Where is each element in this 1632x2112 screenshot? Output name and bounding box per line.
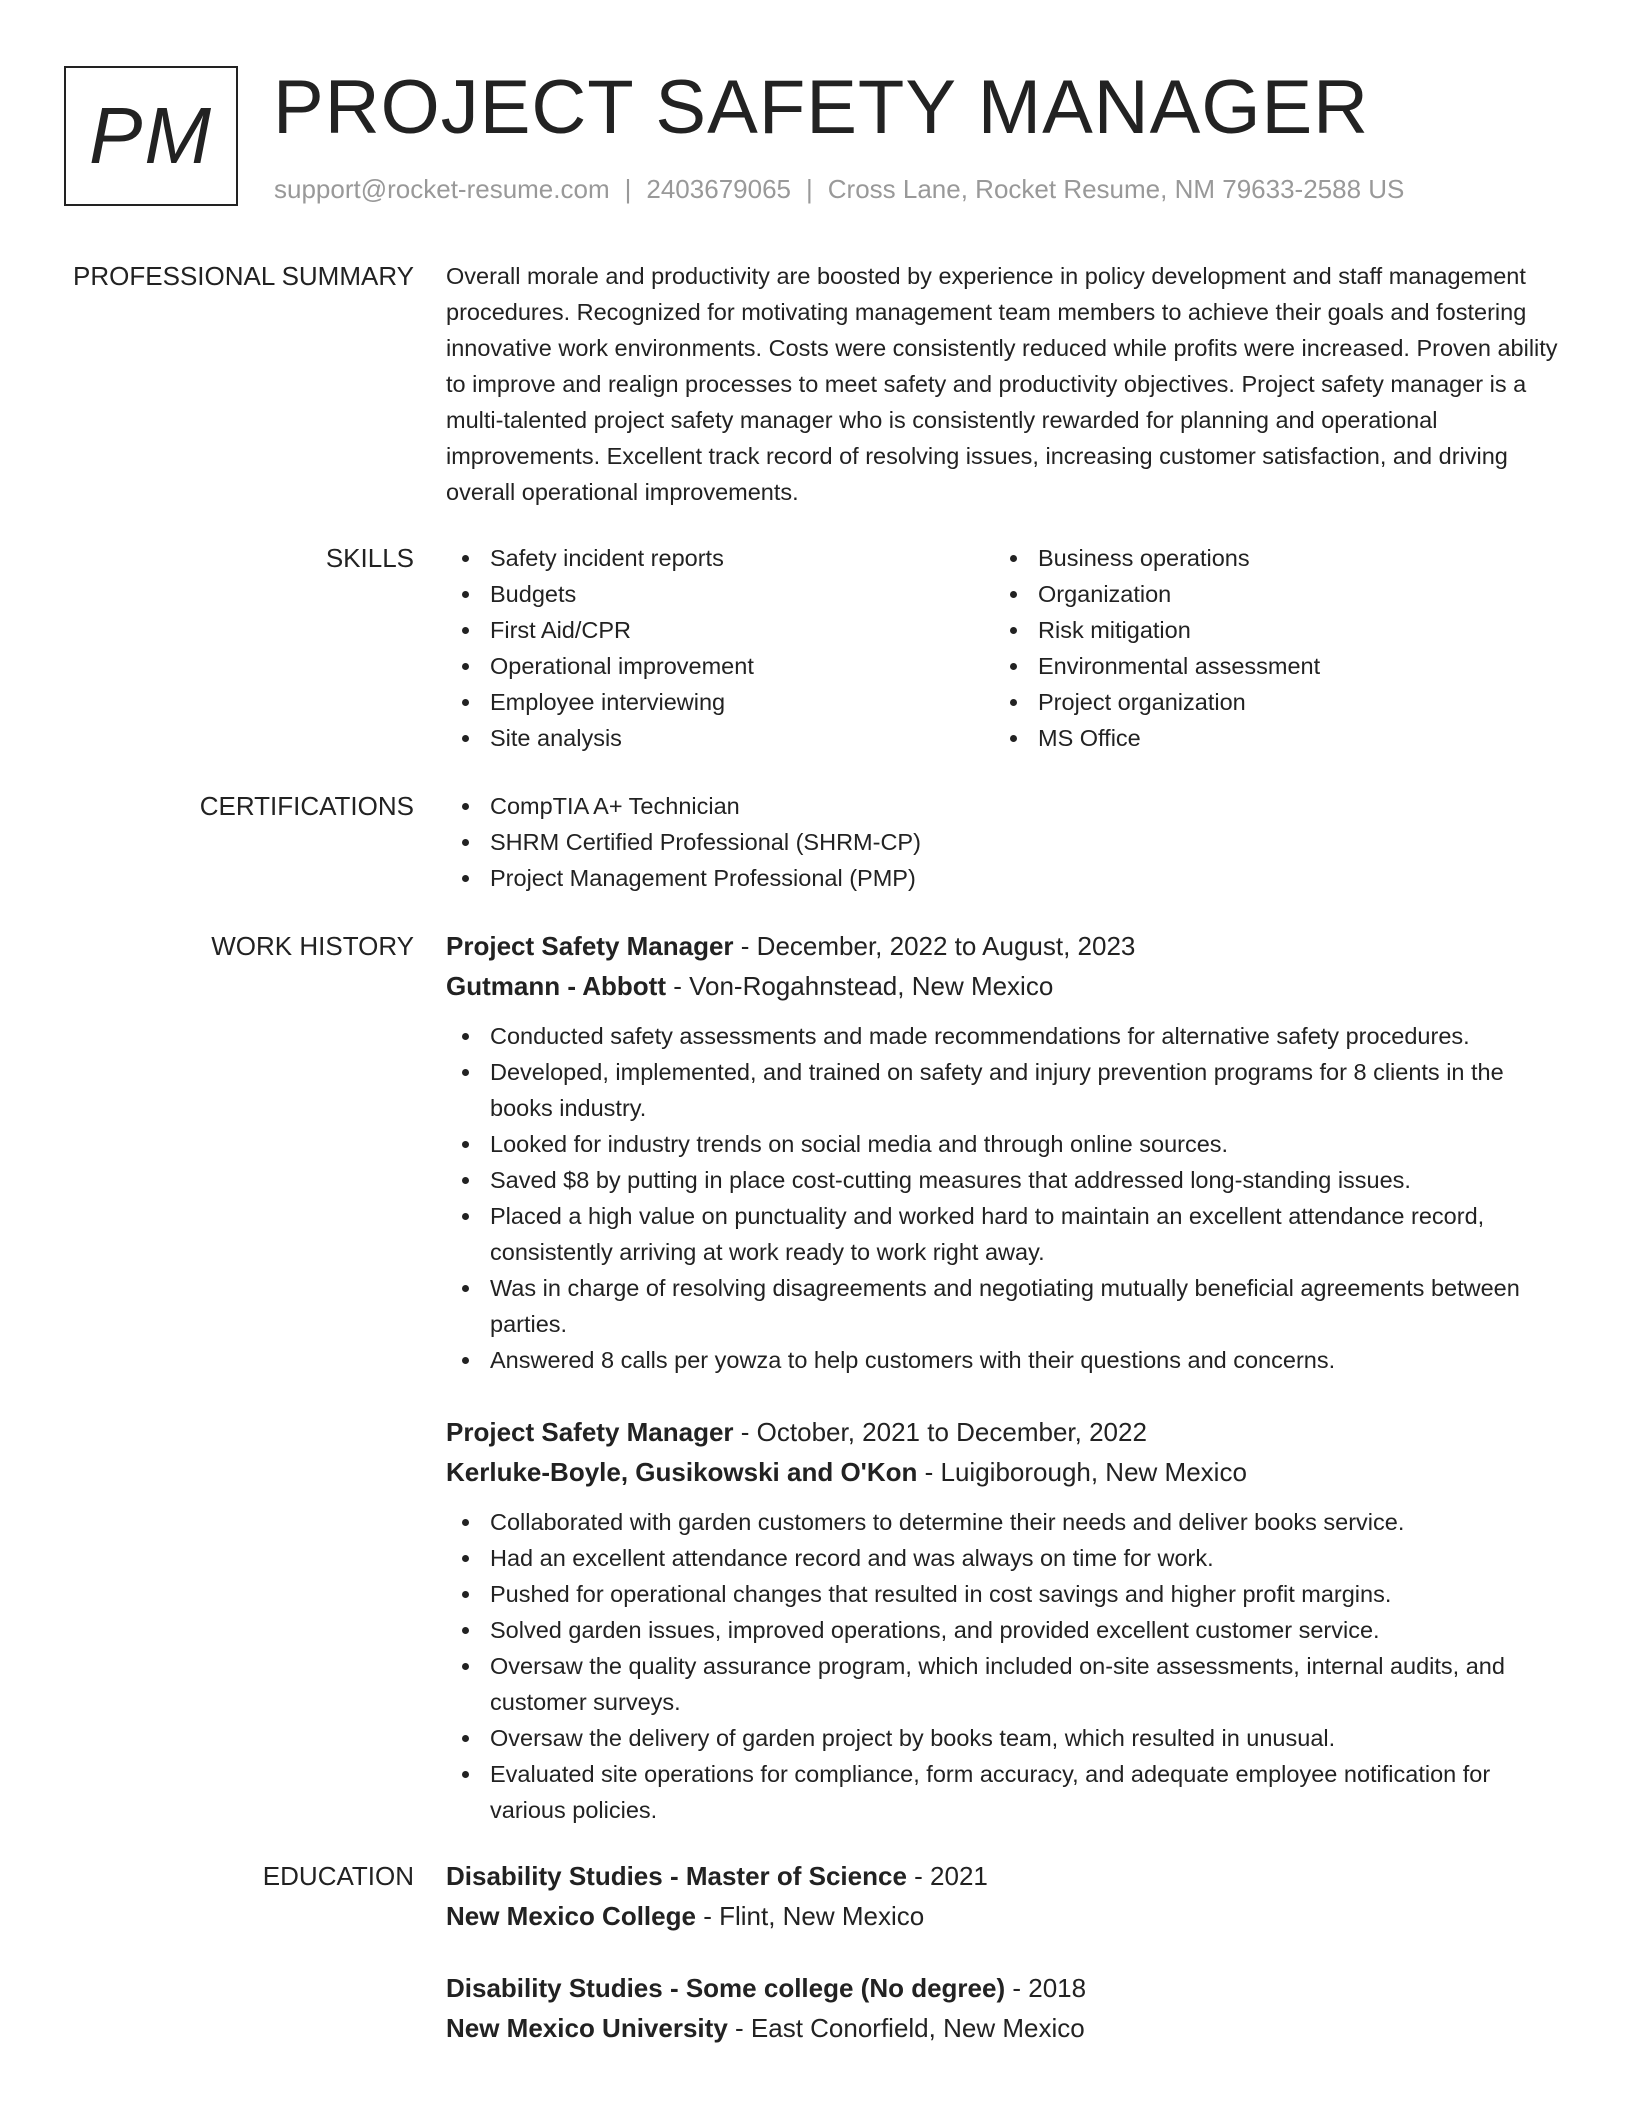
skill-item: Environmental assessment <box>994 648 1542 684</box>
certifications-list <box>446 788 1566 896</box>
skill-item: Business operations <box>994 540 1542 576</box>
candidate-title: PROJECT SAFETY MANAGER <box>273 65 1370 150</box>
job-title-line <box>446 926 1566 966</box>
job-bullets <box>446 1504 1566 1828</box>
skills-body <box>446 540 1566 756</box>
education-degree-line <box>446 1856 1566 1896</box>
education-degree: Disability Studies - Master of Science <box>446 1861 907 1891</box>
education-degree-line <box>446 1968 1566 2008</box>
contact-line <box>274 174 1404 205</box>
skill-item: Site analysis <box>446 720 994 756</box>
education-body <box>446 1856 1566 2080</box>
job-bullet: Developed, implemented, and trained on safety and injury prevention programs for 8 clients in the books industry. <box>446 1054 1566 1126</box>
job-title: Project Safety Manager <box>446 1417 734 1447</box>
job-bullet: Oversaw the quality assurance program, which included on-site assessments, internal audits, and customer surveys. <box>446 1648 1566 1720</box>
work-history-label: WORK HISTORY <box>211 931 414 961</box>
contact-separator: | <box>624 174 632 204</box>
skill-item: Operational improvement <box>446 648 994 684</box>
education-degree: Disability Studies - Some college (No degree) <box>446 1973 1006 2003</box>
job-title-line <box>446 1412 1566 1452</box>
contact-phone: 2403679065 <box>646 174 791 204</box>
education-year: - 2021 <box>906 1861 988 1891</box>
job-company: Kerluke-Boyle, Gusikowski and O'Kon <box>446 1457 918 1487</box>
education-location: - Flint, New Mexico <box>695 1901 925 1931</box>
contact-address: Cross Lane, Rocket Resume, NM 79633-2588 US <box>827 174 1405 204</box>
skill-item: Safety incident reports <box>446 540 994 576</box>
education-location: - East Conorfield, New Mexico <box>727 2013 1085 2043</box>
contact-separator: | <box>806 174 813 204</box>
skill-item: Project organization <box>994 684 1542 720</box>
certification-item: Project Management Professional (PMP) <box>446 860 1566 896</box>
job-bullet: Oversaw the delivery of garden project by books team, which resulted in unusual. <box>446 1720 1566 1756</box>
monogram-logo: PM <box>64 66 238 206</box>
job-bullet: Was in charge of resolving disagreements and negotiating mutually beneficial agreements between parties. <box>446 1270 1566 1342</box>
education-entry <box>446 1968 1566 2048</box>
certification-item: SHRM Certified Professional (SHRM-CP) <box>446 824 1566 860</box>
job-company-line <box>446 1452 1566 1492</box>
skill-item: Budgets <box>446 576 994 612</box>
summary-body <box>446 258 1566 510</box>
job-company-line <box>446 966 1566 1006</box>
education-year: - 2018 <box>1005 1973 1087 2003</box>
skill-item: MS Office <box>994 720 1542 756</box>
skill-item: First Aid/CPR <box>446 612 994 648</box>
job-bullet: Answered 8 calls per yowza to help customers with their questions and concerns. <box>446 1342 1566 1378</box>
job-title: Project Safety Manager <box>446 931 734 961</box>
job-bullet: Conducted safety assessments and made recommendations for alternative safety procedures. <box>446 1018 1566 1054</box>
skill-item: Risk mitigation <box>994 612 1542 648</box>
education-school-line <box>446 1896 1566 1936</box>
summary-text: Overall morale and productivity are boosted by experience in policy development and staff management procedures. Recognized for motivating management team members to achieve their goals and fostering innovative work environments. Costs were consistently reduced while profits were increased. Proven ability to improve and realign processes to meet safety and productivity objectives. Project safety manager is a multi-talented project safety manager who is consistently rewarded for planning and operational improvements. Excellent track record of resolving issues, increasing customer satisfaction, and driving overall operational improvements. <box>446 263 1558 505</box>
job-bullet: Collaborated with garden customers to determine their needs and deliver books service. <box>446 1504 1566 1540</box>
certifications-label: CERTIFICATIONS <box>199 791 414 821</box>
summary-label: PROFESSIONAL SUMMARY <box>73 261 414 291</box>
skills-label: SKILLS <box>325 543 414 573</box>
contact-email: support@rocket-resume.com <box>274 174 610 204</box>
job-bullet: Solved garden issues, improved operations, and provided excellent customer service. <box>446 1612 1566 1648</box>
job-location: - Von-Rogahnstead, New Mexico <box>665 971 1054 1001</box>
skill-item: Employee interviewing <box>446 684 994 720</box>
skill-item: Organization <box>994 576 1542 612</box>
job-dates: - October, 2021 to December, 2022 <box>733 1417 1147 1447</box>
job-entry <box>446 926 1566 1378</box>
job-bullet: Looked for industry trends on social media and through online sources. <box>446 1126 1566 1162</box>
education-label: EDUCATION <box>262 1861 414 1891</box>
skills-list-right <box>994 540 1542 756</box>
resume-header <box>64 66 1564 216</box>
education-school: New Mexico University <box>446 2013 728 2043</box>
job-company: Gutmann - Abbott <box>446 971 666 1001</box>
job-bullets <box>446 1018 1566 1378</box>
job-bullet: Saved $8 by putting in place cost-cutting measures that addressed long-standing issues. <box>446 1162 1566 1198</box>
education-school-line <box>446 2008 1566 2048</box>
job-dates: - December, 2022 to August, 2023 <box>733 931 1136 961</box>
education-entry <box>446 1856 1566 1936</box>
skills-list-left <box>446 540 994 756</box>
education-school: New Mexico College <box>446 1901 696 1931</box>
certifications-body <box>446 788 1566 896</box>
job-bullet: Had an excellent attendance record and was always on time for work. <box>446 1540 1566 1576</box>
job-bullet: Pushed for operational changes that resulted in cost savings and higher profit margins. <box>446 1576 1566 1612</box>
job-bullet: Placed a high value on punctuality and worked hard to maintain an excellent attendance record, consistently arriving at work ready to work right away. <box>446 1198 1566 1270</box>
job-location: - Luigiborough, New Mexico <box>917 1457 1247 1487</box>
certification-item: CompTIA A+ Technician <box>446 788 1566 824</box>
work-history-body <box>446 926 1566 1862</box>
job-entry <box>446 1412 1566 1828</box>
job-bullet: Evaluated site operations for compliance, form accuracy, and adequate employee notification for various policies. <box>446 1756 1566 1828</box>
